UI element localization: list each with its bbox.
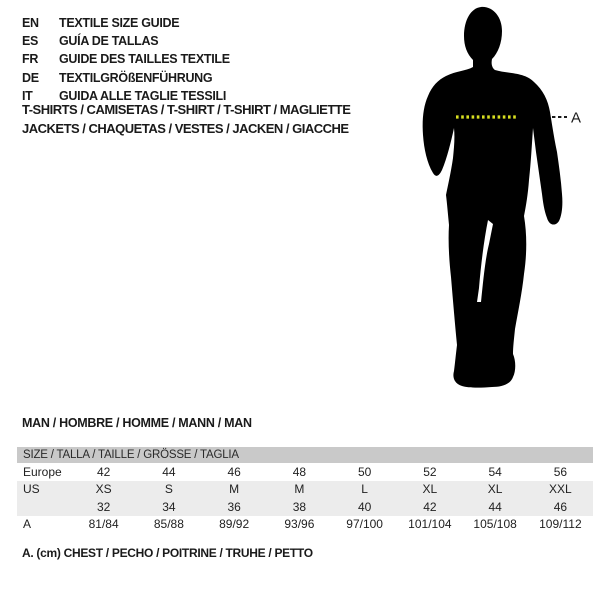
size-cell: 44 — [162, 464, 176, 479]
size-cell: 34 — [136, 498, 201, 516]
size-table — [17, 447, 593, 533]
size-cell: 48 — [292, 464, 307, 479]
language-code: DE — [22, 70, 39, 85]
size-cell: 46 — [227, 464, 241, 479]
size-cell: 93/96 — [284, 517, 315, 532]
size-cell: M — [202, 481, 267, 499]
size-row-us — [17, 481, 593, 499]
row-label: US — [17, 481, 71, 499]
language-guide — [22, 14, 230, 105]
section-title-man: MAN / HOMBRE / HOMME / MANN / MAN — [22, 416, 252, 430]
size-cell: S — [136, 481, 201, 499]
size-cell: 105/108 — [473, 517, 517, 532]
size-row-chest — [17, 516, 593, 534]
category-line-jackets: JACKETS / CHAQUETAS / VESTES / JACKEN / GIACCHE — [22, 121, 349, 136]
size-cell: M — [267, 481, 332, 499]
size-cell: 85/88 — [153, 517, 184, 532]
language-code: ES — [22, 34, 39, 49]
size-cell: 42 — [397, 498, 462, 516]
size-cell: XS — [71, 481, 136, 499]
category-line-tshirts: T-SHIRTS / CAMISETAS / T-SHIRT / T-SHIRT / MAGLIETTE — [22, 102, 351, 117]
measure-label-a: A — [571, 109, 582, 127]
size-cell: 50 — [357, 464, 372, 479]
man-silhouette-svg — [410, 0, 600, 410]
size-cell: 101/104 — [408, 517, 452, 532]
size-cell: 81/84 — [88, 517, 119, 532]
language-label: GUÍA DE TALLAS — [59, 34, 159, 49]
man-silhouette — [423, 7, 563, 388]
size-cell: 56 — [553, 464, 568, 479]
size-cell: 36 — [202, 498, 267, 516]
size-cell: XXL — [528, 481, 593, 499]
size-cell: 38 — [267, 498, 332, 516]
size-row-europe — [17, 463, 593, 481]
language-code: EN — [22, 16, 39, 30]
size-cell: 32 — [71, 498, 136, 516]
size-cell: L — [332, 481, 397, 499]
size-cell: XL — [397, 481, 462, 499]
size-cell: 97/100 — [346, 517, 383, 532]
language-code: FR — [22, 52, 39, 67]
language-label: TEXTILGRÖßENFÜHRUNG — [59, 70, 213, 85]
size-cell: 46 — [528, 498, 593, 516]
footnote-chest: A. (cm) CHEST / PECHO / POITRINE / TRUHE / PETTO — [22, 546, 313, 560]
size-cell: 42 — [96, 464, 111, 479]
language-label: GUIDE DES TAILLES TEXTILE — [59, 52, 230, 67]
size-cell: 89/92 — [219, 517, 250, 532]
language-label: TEXTILE SIZE GUIDE — [59, 16, 180, 30]
category-lines — [22, 100, 350, 138]
row-label: Europe — [23, 464, 62, 479]
size-cell: XL — [463, 481, 528, 499]
size-table-grid — [17, 463, 593, 533]
size-cell: 40 — [332, 498, 397, 516]
size-cell: 54 — [488, 464, 502, 479]
row-label: A — [23, 517, 32, 532]
size-row-numeric — [17, 498, 593, 516]
size-table-header: SIZE / TALLA / TAILLE / GRÖSSE / TAGLIA — [17, 447, 593, 463]
size-cell: 44 — [463, 498, 528, 516]
row-label — [17, 498, 71, 516]
man-figure — [410, 0, 600, 410]
size-cell: 52 — [423, 464, 437, 479]
language-code: IT — [22, 88, 33, 103]
size-cell: 109/112 — [539, 517, 582, 532]
language-label: GUIDA ALLE TAGLIE TESSILI — [59, 88, 227, 103]
